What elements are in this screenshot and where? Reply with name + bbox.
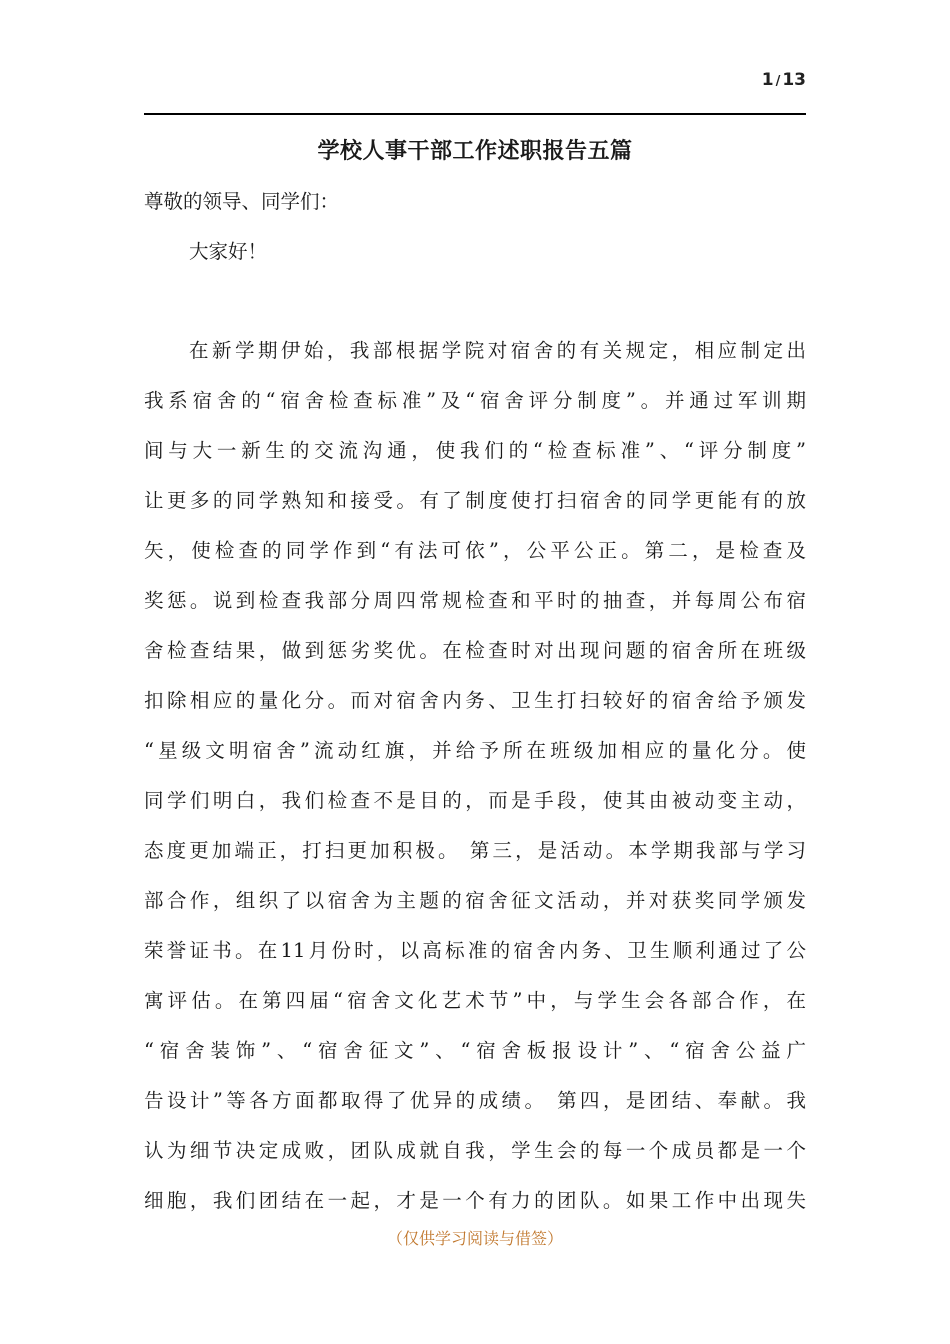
body-line: 细胞，我们团结在一起，才是一个有力的团队。如果工作中出现失 [144, 1189, 806, 1212]
page-number [762, 70, 806, 90]
greeting: 大家好！ [189, 240, 268, 263]
page-separator: / [775, 74, 781, 89]
body-line: “宿舍装饰”、“宿舍征文”、“宿舍板报设计”、“宿舍公益广 [144, 1039, 806, 1062]
header-divider [144, 113, 806, 115]
body-line: “星级文明宿舍”流动红旗，并给予所在班级加相应的量化分。使 [144, 739, 806, 762]
document-title: 学校人事干部工作述职报告五篇 [317, 138, 633, 164]
body-line: 同学们明白，我们检查不是目的，而是手段，使其由被动变主动， [144, 789, 806, 812]
body-line: 寓评估。在第四届“宿舍文化艺术节”中，与学生会各部合作，在 [144, 989, 806, 1012]
body-line: 间与大一新生的交流沟通，使我们的“检查标准”、“评分制度” [144, 439, 806, 462]
body-line: 告设计”等各方面都取得了优异的成绩。 第四，是团结、奉献。我 [144, 1089, 806, 1112]
body-line: 认为细节决定成败，团队成就自我，学生会的每一个成员都是一个 [144, 1139, 806, 1162]
page-current: 1 [761, 70, 774, 90]
body-line: 部合作，组织了以宿舍为主题的宿舍征文活动，并对获奖同学颁发 [144, 889, 806, 912]
body-paragraph [144, 326, 806, 1226]
body-line: 态度更加端正，打扫更加积极。 第三，是活动。本学期我部与学习 [144, 839, 806, 862]
body-line: 在新学期伊始，我部根据学院对宿舍的有关规定，相应制定出 [189, 339, 806, 362]
footer-disclaimer: （仅供学习阅读与借签） [386, 1229, 563, 1248]
body-line: 矢，使检查的同学作到“有法可依”，公平公正。第二，是检查及 [144, 539, 806, 562]
body-line: 奖惩。说到检查我部分周四常规检查和平时的抽查，并每周公布宿 [144, 589, 806, 612]
page-total: 13 [782, 70, 806, 90]
body-line: 让更多的同学熟知和接受。有了制度使打扫宿舍的同学更能有的放 [144, 489, 806, 512]
body-line: 舍检查结果，做到惩劣奖优。在检查时对出现问题的宿舍所在班级 [144, 639, 806, 662]
body-line: 我系宿舍的“宿舍检查标准”及“宿舍评分制度”。并通过军训期 [144, 389, 806, 412]
body-line: 荣誉证书。在11月份时，以高标准的宿舍内务、卫生顺利通过了公 [144, 939, 806, 962]
body-line: 扣除相应的量化分。而对宿舍内务、卫生打扫较好的宿舍给予颁发 [144, 689, 806, 712]
salutation: 尊敬的领导、同学们： [144, 190, 340, 213]
